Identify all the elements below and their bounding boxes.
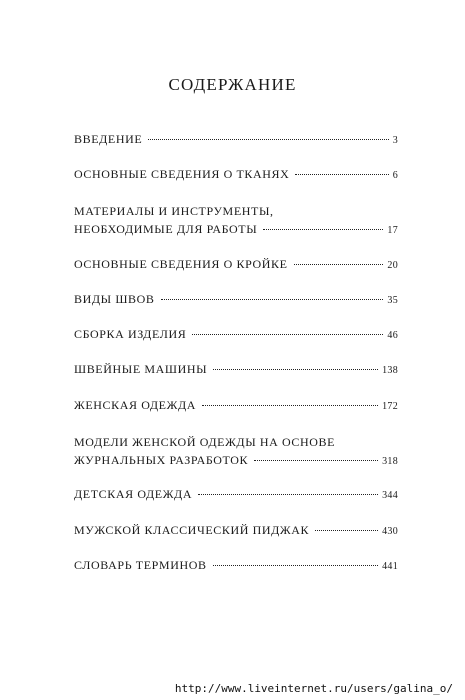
- toc-entry: [74, 290, 398, 310]
- toc-entry-page: 17: [387, 225, 398, 236]
- toc-entry-page: 138: [382, 365, 398, 376]
- dot-leader: [198, 494, 378, 495]
- dot-leader: [213, 565, 378, 566]
- toc-entry: [74, 433, 398, 471]
- dot-leader: [148, 139, 388, 140]
- dot-leader: [294, 264, 384, 265]
- toc-entry-page: 6: [392, 170, 398, 181]
- dot-leader: [295, 174, 388, 175]
- toc-entry-label: ОСНОВНЫЕ СВЕДЕНИЯ О ТКАНЯХ: [74, 167, 290, 181]
- toc-entry-page: 35: [387, 295, 398, 306]
- toc-entry-page: 20: [387, 260, 398, 271]
- toc-entry-label: НЕОБХОДИМЫЕ ДЛЯ РАБОТЫ: [74, 222, 258, 236]
- toc-entry-page: 344: [382, 490, 398, 501]
- toc-entry-page: 430: [382, 526, 398, 537]
- toc-entry-label: ВВЕДЕНИЕ: [74, 132, 143, 146]
- toc-entry-label: ЖЕНСКАЯ ОДЕЖДА: [74, 398, 197, 412]
- toc-entry: [74, 130, 398, 150]
- toc-entry-label: СБОРКА ИЗДЕЛИЯ: [74, 327, 187, 341]
- source-url-watermark: http://www.liveinternet.ru/users/galina_o/: [174, 682, 453, 695]
- page-title: СОДЕРЖАНИЕ: [168, 75, 297, 94]
- toc-entry-label-line1: МОДЕЛИ ЖЕНСКОЙ ОДЕЖДЫ НА ОСНОВЕ: [74, 435, 336, 449]
- toc-entry: [74, 202, 398, 240]
- toc-entry: [74, 255, 398, 275]
- toc-entry-label-line1: МАТЕРИАЛЫ И ИНСТРУМЕНТЫ,: [74, 204, 274, 218]
- dot-leader: [315, 530, 378, 531]
- toc-entry-page: 172: [382, 401, 398, 412]
- dot-leader: [202, 405, 378, 406]
- dot-leader: [192, 334, 383, 335]
- toc-entry: [74, 556, 398, 576]
- toc-entry-page: 318: [382, 456, 398, 467]
- dot-leader: [213, 369, 378, 370]
- toc-entry: [74, 485, 398, 505]
- dot-leader: [254, 460, 378, 461]
- toc-entry-page: 3: [392, 135, 398, 146]
- toc-entry: [74, 360, 398, 380]
- toc-entry-label: СЛОВАРЬ ТЕРМИНОВ: [74, 558, 207, 572]
- toc-entry-label: ДЕТСКАЯ ОДЕЖДА: [74, 487, 193, 501]
- toc-entry: [74, 325, 398, 345]
- toc-entry: [74, 396, 398, 416]
- toc-entry: [74, 521, 398, 541]
- toc-entry-label: ВИДЫ ШВОВ: [74, 292, 155, 306]
- toc-entry-label: ЖУРНАЛЬНЫХ РАЗРАБОТОК: [74, 453, 249, 467]
- toc-entry-page: 46: [387, 330, 398, 341]
- toc-entry-label: МУЖСКОЙ КЛАССИЧЕСКИЙ ПИДЖАК: [74, 523, 310, 537]
- toc-entry-page: 441: [382, 561, 398, 572]
- dot-leader: [263, 229, 383, 230]
- dot-leader: [161, 299, 384, 300]
- toc-entry: [74, 165, 398, 185]
- toc-entry-label: ОСНОВНЫЕ СВЕДЕНИЯ О КРОЙКЕ: [74, 257, 288, 271]
- toc-entry-label: ШВЕЙНЫЕ МАШИНЫ: [74, 362, 208, 376]
